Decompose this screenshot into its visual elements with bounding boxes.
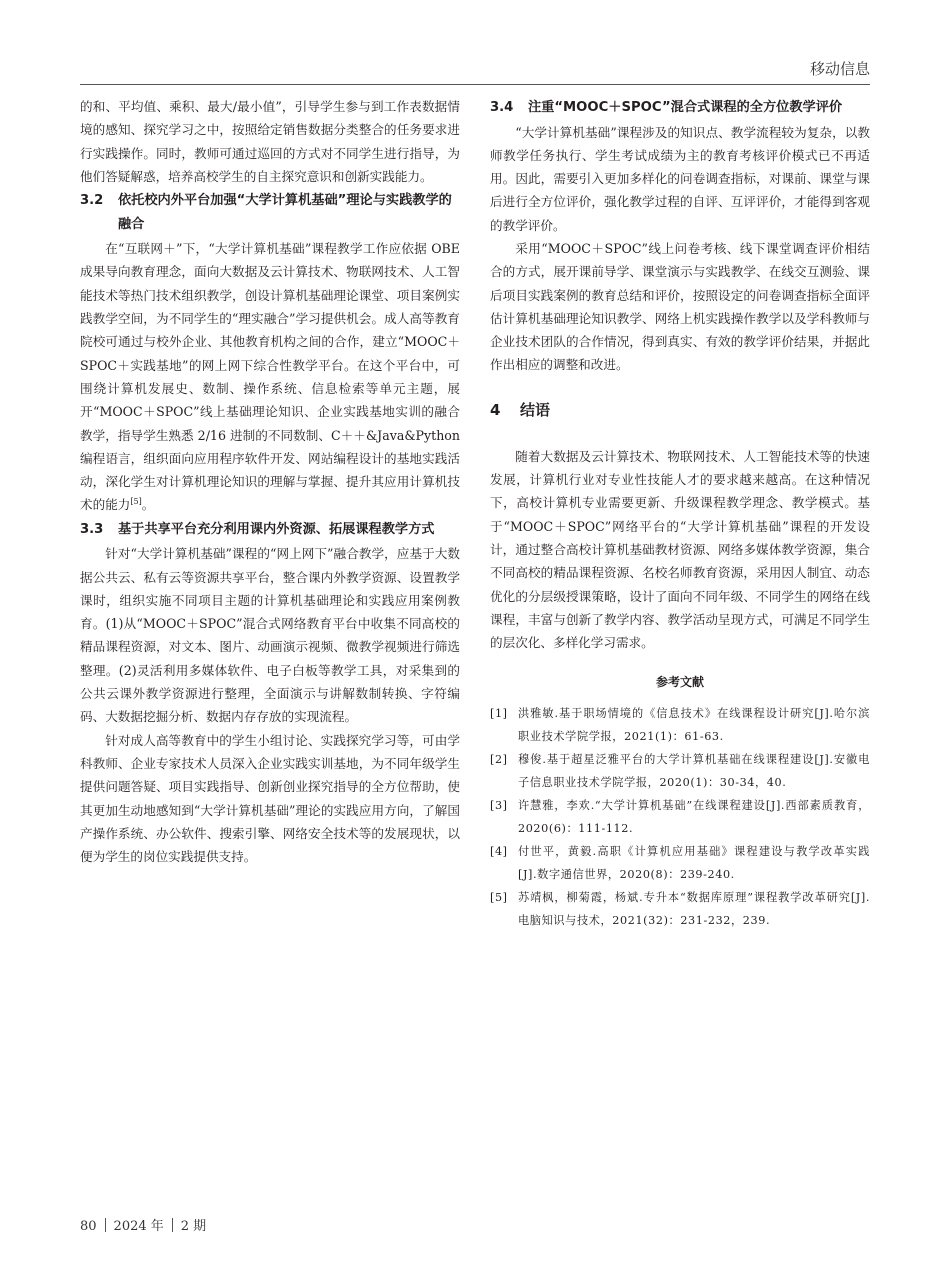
continued-paragraph: 的和、平均值、乘积、最大/最小值”，引导学生参与到工作表数据情境的感知、探究学习之中，按照给定销售数据分类整合的任务要求进行实践操作。同时，教师可通过巡回的方式对不同学生进行指导，为他们答疑解惑，培养高校学生的自主探究意识和创新实践能力。: [80, 99, 460, 184]
section-title: 基于共享平台充分利用课内外资源、拓展课程教学方式: [118, 521, 435, 537]
section-3-4-paragraph-1: “大学计算机基础”课程涉及的知识点、教学流程较为复杂，以教师教学任务执行、学生考试成绩为主的教育考核评价模式已不再适用。因此，需要引入更加多样化的问卷调查指标，对课前、课堂与课后进行全方位评价，强化教学过程的自评、互评评价，才能得到客观的教学评价。: [490, 124, 870, 233]
journal-name: 移动信息: [809, 60, 870, 78]
section-number: 3.4: [490, 100, 514, 115]
page-number: 80: [80, 1219, 97, 1234]
section-3-3-paragraph-2: 针对成人高等教育中的学生小组讨论、实践探究学习等，可由学科教师、企业专家技术人员深入企业实践实训基地，为不同年级学生提供问题答疑、项目实践指导、创新创业探究指导的全方位帮助，使其更加生动地感知到“大学计算机基础”理论的实践应用方向，了解国产操作系统、办公软件、搜索引擎、网络安全技术等的发展现状，以便为学生的岗位实践提供支持。: [80, 732, 460, 865]
reference-number: [5]: [490, 891, 508, 905]
reference-number: [2]: [490, 753, 508, 767]
reference-text: 穆俊.基于超星泛雅平台的大学计算机基础在线课程建设[J].安徽电子信息职业技术学院学报，2020(1)：30-34，40.: [518, 753, 870, 790]
reference-text: 洪雅敏.基于职场情境的《信息技术》在线课程设计研究[J].哈尔滨职业技术学院学报，2021(1)：61-63.: [518, 707, 870, 744]
conclusion-paragraph: 随着大数据及云计算技术、物联网技术、人工智能技术等的快速发展，计算机行业对专业性技能人才的要求越来越高。在这种情况下，高校计算机专业需要更新、升级课程教学理念、教学模式。基于“MOOC＋SPOC”网络平台的“大学计算机基础”课程的开发设计，通过整合高校计算机基础教材资源、网络多媒体教学资源，集合不同高校的精品课程资源、名校名师教育资源，采用因人制宜、动态优化的分层级授课策略，设计了面向不同年级、不同学生的网络在线课程，丰富与创新了教学内容、教学活动呈现方式，可满足不同学生的层次化、多样化学习需求。: [490, 448, 870, 651]
footer-divider: [105, 1218, 106, 1232]
reference-text: 苏靖枫，柳菊霞，杨斌.专升本“数据库原理”课程教学改革研究[J].电脑知识与技术，2021(32)：231-232，239.: [518, 891, 870, 928]
section-3-3-paragraph-1: 针对“大学计算机基础”课程的“网上网下”融合教学，应基于大数据公共云、私有云等资源共享平台，整合课内外教学资源、设置教学课时，组织实施不同项目主题的计算机基础理论和实践应用案例教育。(1)从“MOOC＋SPOC”混合式网络教育平台中收集不同高校的精品课程资源，对文本、图片、动画演示视频、微教学视频进行筛选整理。(2)灵活利用多媒体软件、电子白板等教学工具，对采集到的公共云课外教学资源进行整理，全面演示与讲解数制转换、字符编码、大数据挖掘分析、数据内存存放的实现流程。: [80, 546, 460, 725]
reference-number: [4]: [490, 845, 508, 859]
reference-item: [490, 748, 870, 794]
reference-number: [3]: [490, 799, 508, 813]
page-footer: [80, 1215, 206, 1234]
references-heading: 参考文献: [655, 675, 704, 690]
reference-text: 付世平，黄毅.高职《计算机应用基础》课程建设与教学改革实践[J].数字通信世界，2020(8)：239-240.: [518, 845, 870, 882]
page-header: [80, 58, 870, 84]
citation-mark: [5]: [130, 497, 142, 507]
section-number: 4: [490, 400, 501, 419]
section-3-4-paragraph-2: 采用“MOOC＋SPOC”线上问卷考核、线下课堂调查评价相结合的方式，展开课前导学、课堂演示与实践教学、在线交互测验、课后项目实践案例的教育总结和评价，按照设定的问卷调查指标全面评估计算机基础理论知识教学、网络上机实践操作教学以及学科教师与企业技术团队的合作情况，得到真实、有效的教学评价结果，并据此作出相应的调整和改进。: [490, 240, 870, 373]
reference-item: [490, 886, 870, 932]
section-3-4-heading: [490, 96, 870, 120]
footer-issue: 2 期: [180, 1219, 207, 1234]
paragraph-text: 在“互联网＋”下，“大学计算机基础”课程教学工作应依据 OBE 成果导向教育理念，面向大数据及云计算技术、物联网技术、人工智能技术等热门技术组织教学，创设计算机基础理论课堂、项目案例实践教学空间，为不同学生的“理实融合”学习提供机会。成人高等教育院校可通过与校外企业、其他教育机构之间的合作，建立“MOOC＋SPOC＋实践基地”的网上网下综合性教学平台。在这个平台中，可围绕计算机发展史、数制、操作系统、信息检索等单元主题，展开“MOOC＋SPOC”线上基础理论知识、企业实践基地实训的融合教学，指导学生熟悉 2/16 进制的不同数制、C＋＋&Java&Python 编程语言，组织面向应用程序软件开发、网站编程设计的基地实践活动，深化学生对计算机理论知识的理解与掌握、提升其应用计算机技术的能力: [80, 241, 460, 513]
paragraph-end: 。: [141, 497, 155, 513]
section-title: 依托校内外平台加强“大学计算机基础”理论与实践教学的融合: [118, 193, 452, 232]
left-column: [80, 95, 460, 868]
footer-year: 2024 年: [113, 1219, 164, 1234]
section-3-3-heading: [80, 518, 460, 542]
section-3-2-paragraph: [80, 237, 460, 517]
section-title: 结语: [520, 400, 551, 419]
section-3-2-heading: [80, 189, 460, 236]
header-rule: [80, 84, 870, 85]
section-title: 注重“MOOC＋SPOC”混合式课程的全方位教学评价: [528, 100, 843, 115]
section-4-heading: [490, 397, 870, 423]
reference-item: [490, 840, 870, 886]
section-number: 3.3: [80, 521, 104, 537]
footer-divider: [172, 1218, 173, 1232]
reference-item: [490, 702, 870, 748]
section-number: 3.2: [80, 193, 104, 209]
reference-text: 许慧雅，李欢.“大学计算机基础”在线课程建设[J].西部素质教育，2020(6)：111-112.: [518, 799, 870, 836]
reference-number: [1]: [490, 707, 508, 721]
right-column: [490, 95, 870, 932]
reference-item: [490, 794, 870, 840]
